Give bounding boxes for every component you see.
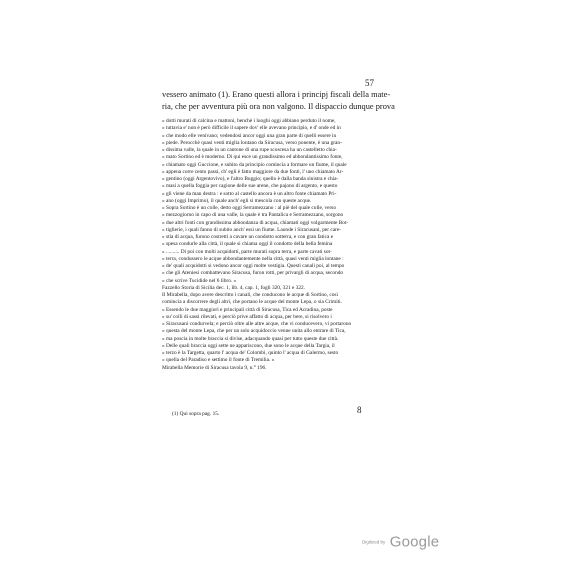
body-text-line: » due altri fonti con grandissima abbondanza di acqua, chiamati oggi volgarmente Bot- bbox=[162, 219, 349, 226]
body-text-line: » Siracusani condurvela; e perciò oltre alle altre acque, che vi conducevero, vi portarono bbox=[162, 321, 352, 327]
body-text-line: » de' quali acquidotti si vedono ancor oggi molte vestigia. Questi canali poi, al tempo bbox=[162, 263, 345, 269]
top-paragraph-line: ria, che per avventura più ora non valgono. Il dispaccio dunque prova bbox=[162, 101, 395, 111]
body-text-line: » dotti murati di calcina e mattoni, benchè i luoghi oggi abbiano perduto il nome, bbox=[162, 118, 336, 124]
body-text-line: » piede. Perocchè quasi venti miglia lontano da Siracusa, verso ponente, è una gran- bbox=[162, 139, 342, 146]
watermark-prefix: Digitized by bbox=[362, 539, 386, 545]
body-text-line: » gli viene da man destra : e sotto al castello ancora è un altro fonte chiamato Pri- bbox=[162, 190, 337, 197]
body-text-line: » terzo è la Targetta, quarto l' acqua de' Colombi, quinto l' acqua di Galermo, sesto bbox=[162, 350, 339, 356]
top-paragraph-line: vessero animato (1). Erano questi allora i principj fiscali della mate- bbox=[162, 90, 391, 99]
body-text-line: » chiamato oggi Guccione, e subito da principio comincia a formare un fiume, il quale bbox=[162, 161, 347, 168]
quoted-body-text bbox=[162, 118, 374, 372]
google-logo: Google bbox=[389, 533, 440, 551]
body-text-line: » .......... Di poi con molti acquidotti, parte murati sopra terra, e parte cavati sot- bbox=[162, 248, 332, 255]
body-text-line: » che gli Ateniesi combattevano Siracusa, furon rotti, per privargli di acqua, secondo bbox=[162, 270, 344, 277]
body-text-line: » masi a quella foggia per cagione delle sue arene, che pajono di argento, e questo bbox=[162, 183, 338, 190]
body-text-line: » questa del monte Lepa, che per un solo acquidoccio venne unita allo entrare di Tica, bbox=[162, 328, 346, 335]
top-paragraph bbox=[162, 89, 395, 112]
body-text-line: » Sopra Sortino è un colle, detto oggi Serramezzano : al piè del quale colle, verso bbox=[162, 205, 337, 211]
body-text-line: » mezzogiorno in capo di una valle, la quale è tra Pantalica e Serramezzano, sorgono bbox=[162, 212, 344, 219]
signature-mark: 8 bbox=[357, 405, 362, 415]
body-text-line: » dissima valle, la quale in un cantone di una rupe scoscesa ha un castelletto chia- bbox=[162, 147, 337, 153]
footnote: (1) Qui sopra pag. 15. bbox=[172, 411, 220, 417]
body-text-line: » Delle quali braccia oggi sette ne appariscono, due sono le acque della Targia, il bbox=[162, 342, 335, 349]
body-text-line: » appena corre cento passi, ch' egli è fatto maggiore da due fonti, l' uno chiamato Ar- bbox=[162, 168, 344, 175]
body-text-line: Il Mirabella, dopo avere descritto i canali, che conducono le acque di Sortino, così bbox=[162, 292, 338, 298]
body-text-line: » ano (oggi Imprimo), il quale anch' egli si mescola con queste acque. bbox=[162, 197, 312, 204]
body-text-line: » terra, condussero le acque abbondantemente nella città, quasi venti miglia lontane : bbox=[162, 255, 344, 262]
body-text-line: » ma poscia in molte braccia si divise, adacquando quasi per tutto queste due città. bbox=[162, 335, 339, 342]
body-text-line: » tuttavia e' non è però difficile il sapere dov' elle avevano principio, e d' onde ed in bbox=[162, 125, 341, 132]
body-text-line: » Essendo le due maggiori e principali città di Siracusa, Tica ed Acradina, poste bbox=[162, 306, 333, 313]
body-text-line: » spesa condurle alla città, il quale si chiama oggi il condotto della bella femina bbox=[162, 241, 333, 248]
body-text-line: » che modo elle venivano; vedendosi ancor oggi una gran parte di quelli essere in bbox=[162, 132, 337, 139]
body-text-line: Fazzello Storia di Sicilia dec. 1, lib. 4, cap. 1, fogli 320, 321 e 322. bbox=[162, 284, 306, 291]
body-text-line: » quella del Paradiso e settimo il fonte di Tremilia. » bbox=[162, 357, 275, 364]
body-text-line: » gentino (oggi Argentovivo), e l'altro Buggio; quello è dalla banda sinistra e chia- bbox=[162, 176, 339, 182]
body-text-line: comincia a discorrere degli altri, che portano le acque del monte Lepa, o sia Crimiti. bbox=[162, 299, 342, 306]
body-text-line: » su' colli di sassi rilevati, e perciò prive affatto di acqua, per bere, si risolvero i bbox=[162, 313, 332, 320]
page-number: 57 bbox=[365, 78, 374, 88]
digitization-watermark bbox=[362, 533, 439, 551]
body-text-line: » stia di acqua, furono costretti a cavare un condotto sotterra, e con gran fatica e bbox=[162, 234, 334, 240]
body-text-line: » che scrive Tucidide nel 6 libro. » bbox=[162, 277, 237, 284]
body-text-line: » tiglierie, i quali fanno di subito anch' essi un fiume. Laonde i Siracusani, per care- bbox=[162, 226, 342, 233]
body-text-line: » mato Sortino ed è moderno. Di qui esce un grandissimo ed abbondantissimo fonte, bbox=[162, 154, 343, 161]
body-text-line: Mirabella Memorie di Siracusa tavola 9, n.° 196. bbox=[162, 364, 267, 371]
